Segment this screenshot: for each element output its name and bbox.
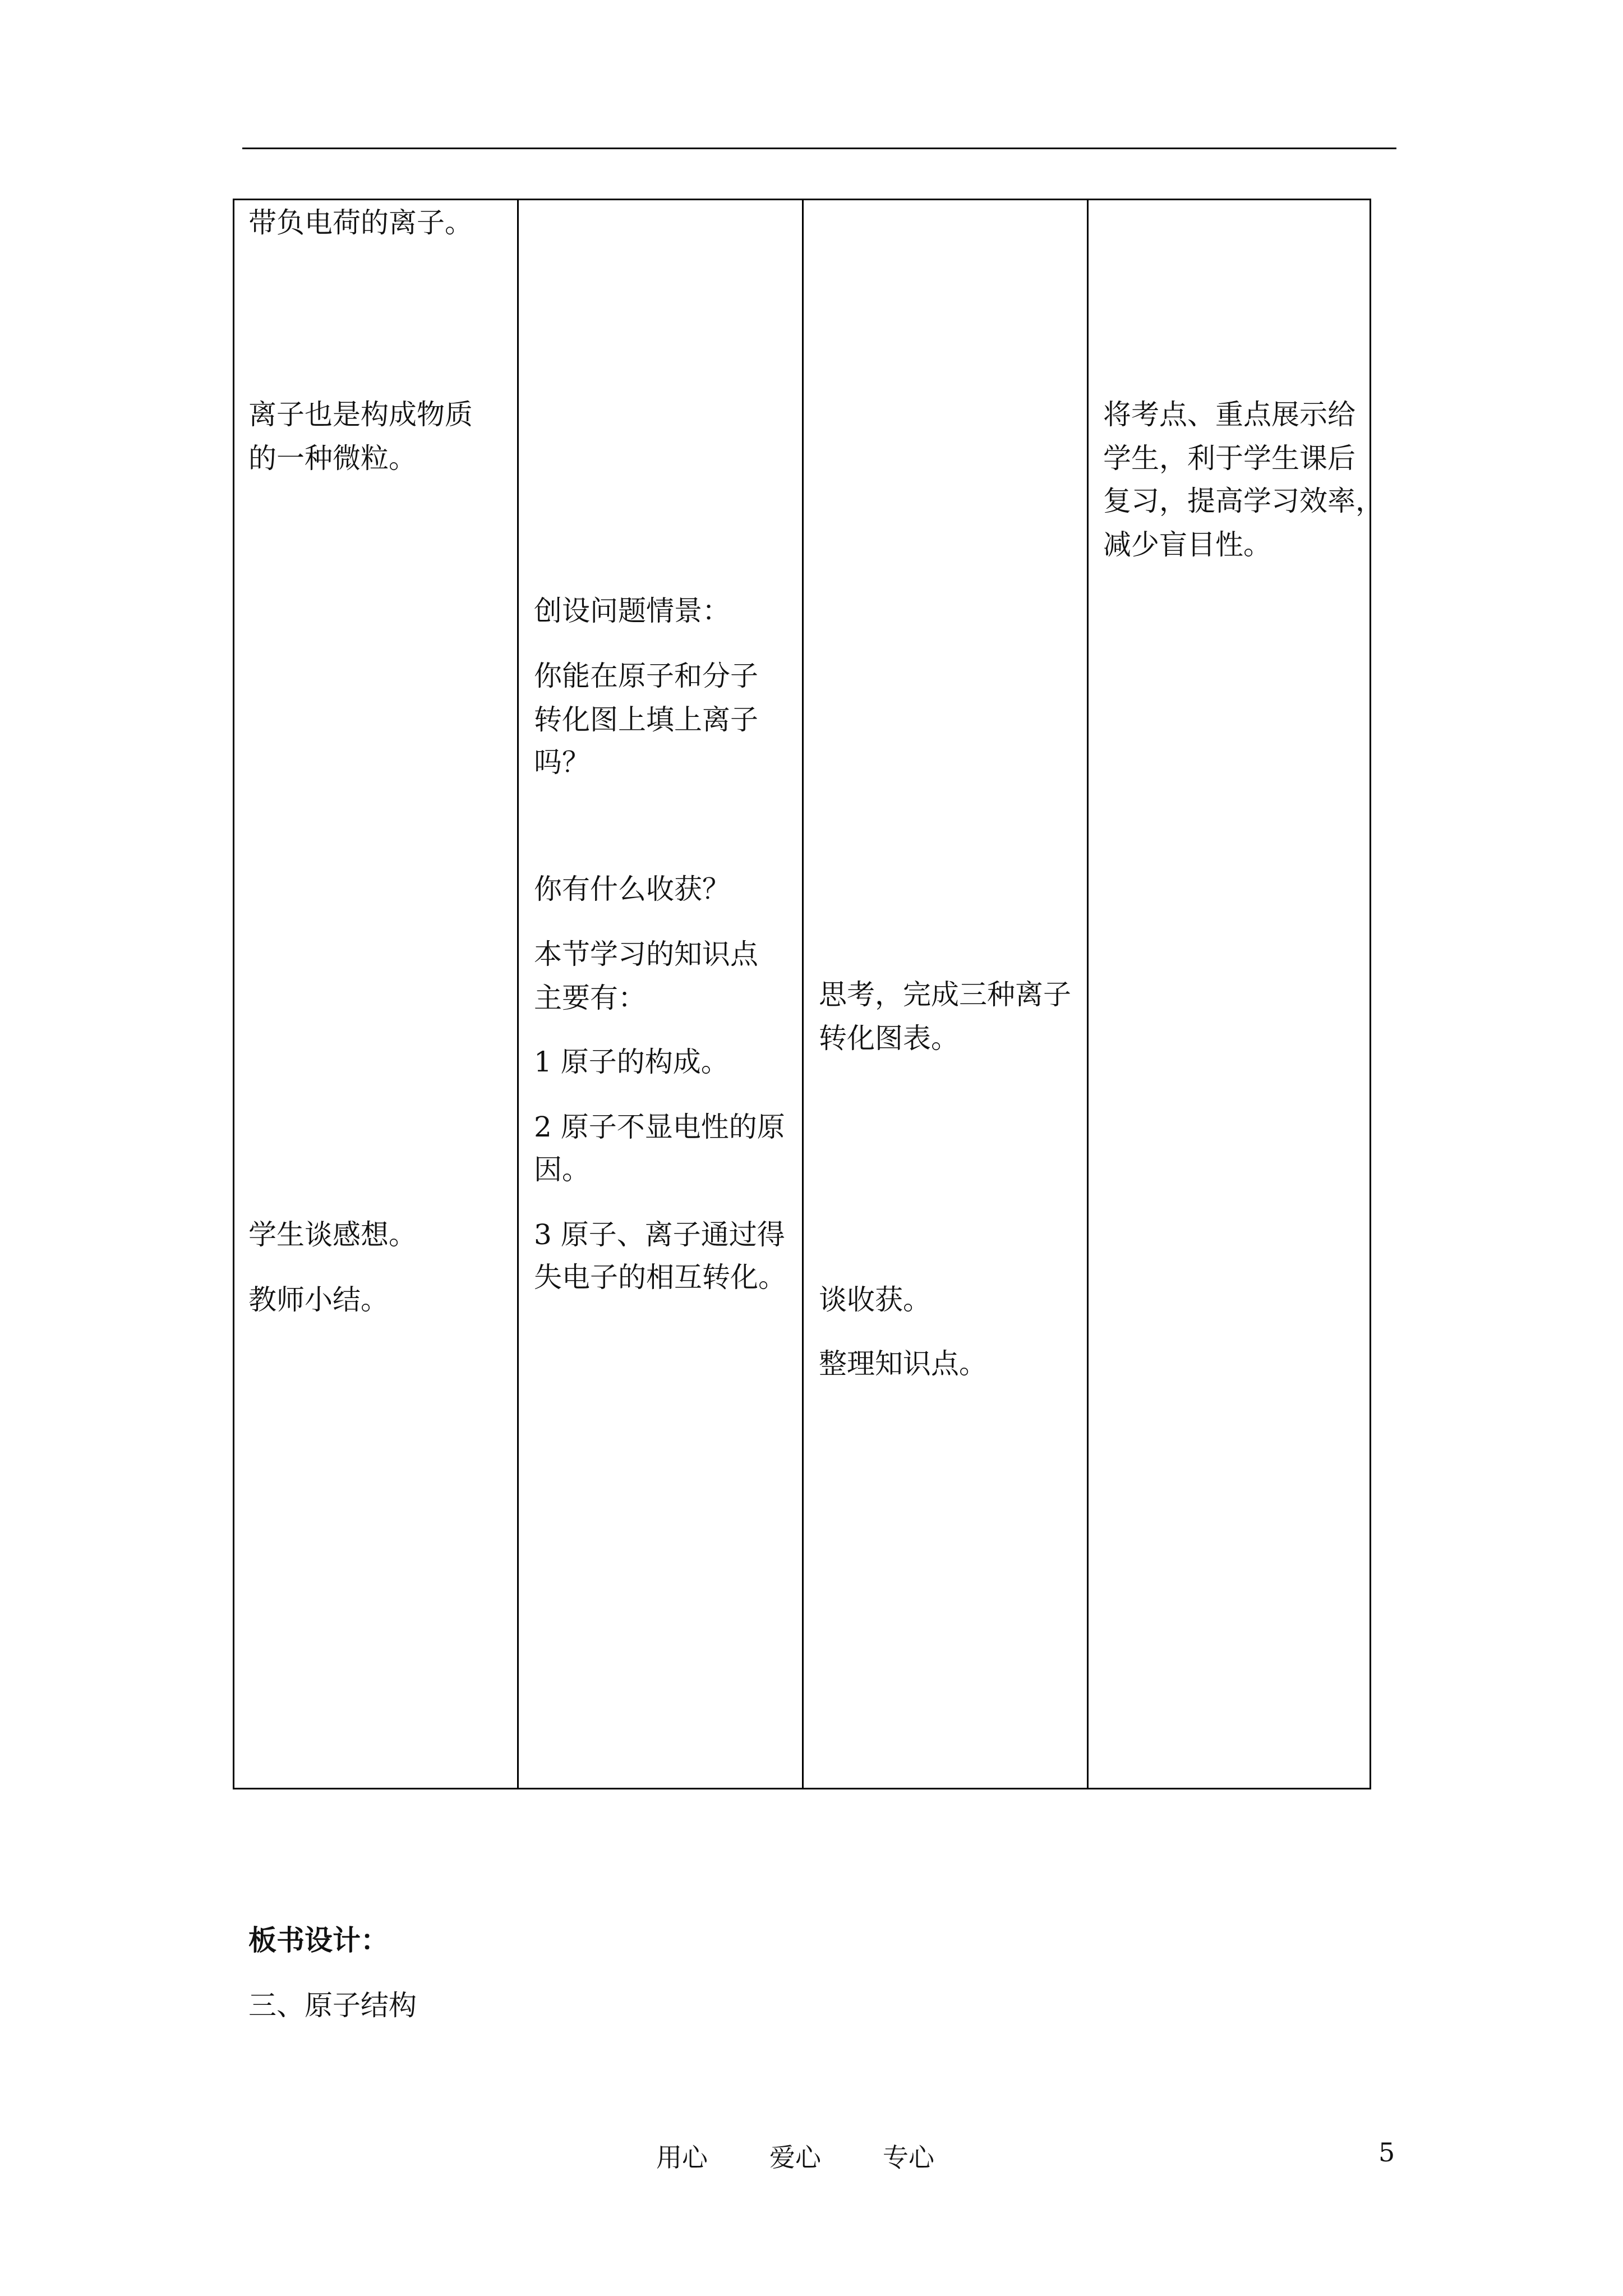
col2-line: 3 原子、离子通过得 [534,1218,785,1251]
footer-motto-1: 用心 [656,2142,708,2173]
col4-line: 复习，提高学习效率， [1103,485,1384,517]
col2-line: 你有什么收获？ [534,873,730,905]
col2-line: 1 原子的构成。 [534,1046,729,1078]
header-rule [242,148,1396,149]
col3-line: 整理知识点。 [819,1347,987,1380]
col2-line: 吗？ [534,746,590,779]
board-design-heading: 板书设计： [248,1924,389,1957]
col4-line: 减少盲目性。 [1103,528,1271,561]
table-divider-3 [1087,200,1089,1788]
table-divider-2 [802,200,804,1788]
col2-line: 转化图上填上离子 [534,703,758,736]
page-number: 5 [1378,2137,1395,2168]
col4-line: 将考点、重点展示给 [1103,398,1355,431]
footer-motto-2: 爱心 [769,2142,821,2173]
col1-line: 带负电荷的离子。 [248,206,473,239]
col4-line: 学生，利于学生课后 [1103,442,1355,475]
footer-motto-3: 专心 [883,2142,934,2173]
table-divider-1 [517,200,519,1788]
col2-line: 失电子的相互转化。 [534,1261,786,1294]
col2-line: 因。 [534,1153,590,1186]
col3-line: 谈收获。 [819,1283,931,1316]
col1-line: 教师小结。 [248,1283,389,1316]
col3-line: 转化图表。 [819,1022,959,1055]
col2-line: 你能在原子和分子 [534,660,758,692]
col2-line: 本节学习的知识点 [534,938,758,970]
board-design-line: 三、原子结构 [248,1989,417,2022]
col1-line: 的一种微粒。 [248,442,417,475]
col1-line: 离子也是构成物质 [248,398,473,431]
col2-line: 创设问题情景： [534,595,730,627]
col3-line: 思考，完成三种离子 [819,978,1071,1011]
col1-line: 学生谈感想。 [248,1218,417,1251]
col2-line: 2 原子不显电性的原 [534,1111,785,1143]
col2-line: 主要有： [534,982,646,1014]
